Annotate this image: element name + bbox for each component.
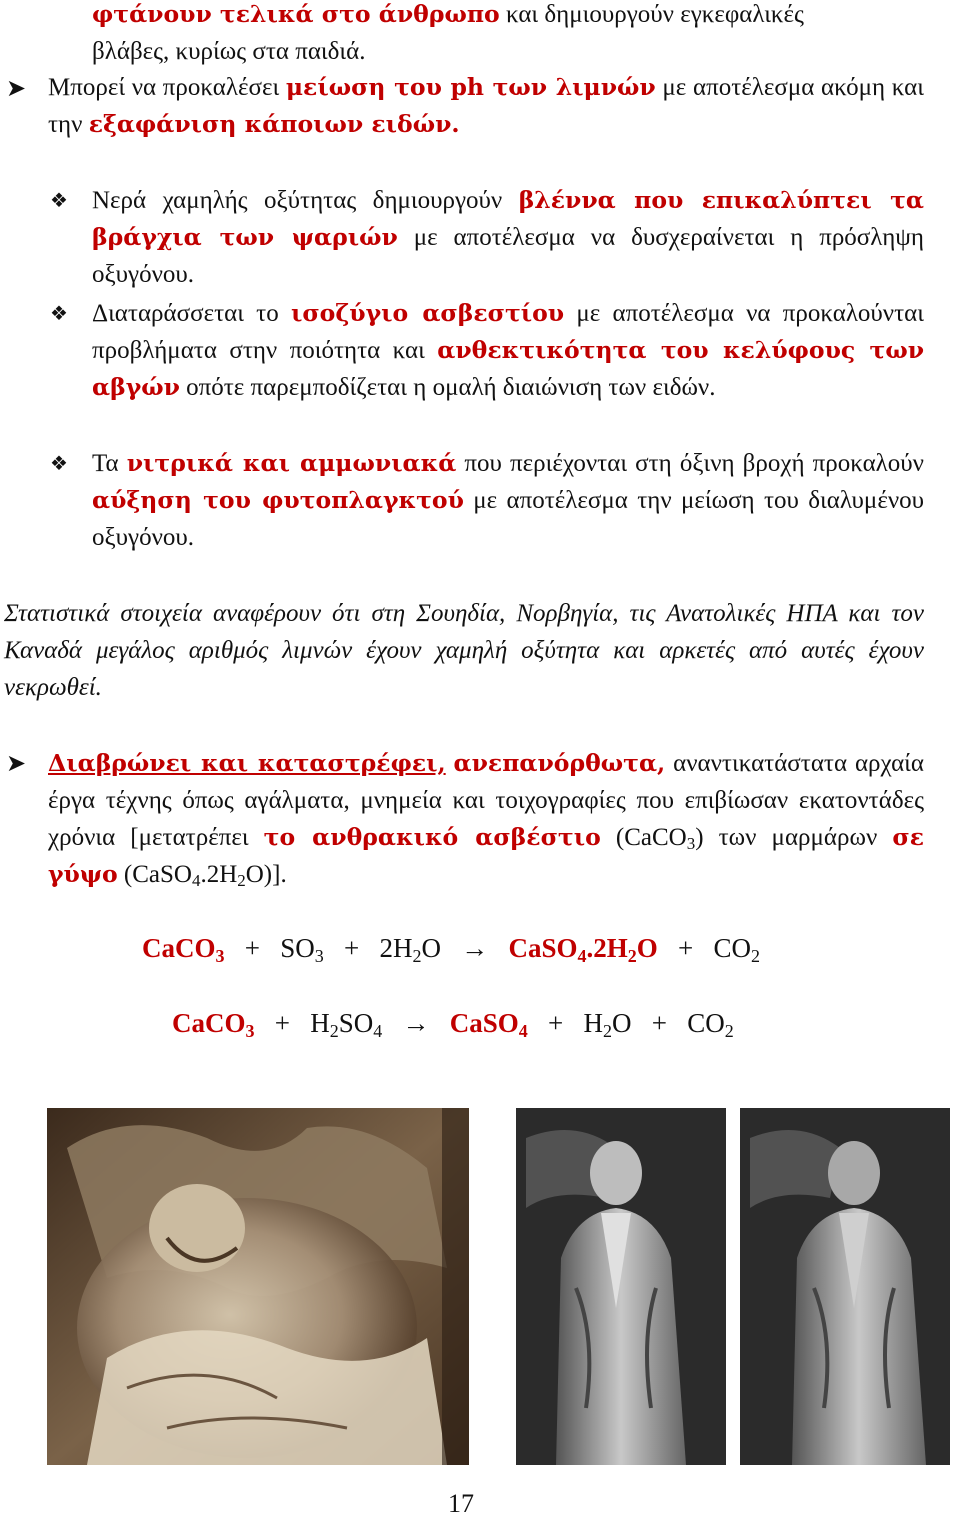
- body-text: Μπορεί να προκαλέσει: [48, 74, 286, 101]
- statistics-paragraph: Στατιστικά στοιχεία αναφέρουν ότι στη Σουηδία, Νορβηγία, τις Ανατολικές ΗΠΑ και τον Καναδά μεγάλος αριθμός λιμνών έχουν χαμηλή οξύτητα και αρκετές από αυτές έχουν νεκρωθεί.: [4, 600, 924, 701]
- subscript: 2: [237, 871, 246, 890]
- body-text: με αποτέλεσμα την μείωση του διαλυμένου οξυγόνου.: [92, 487, 924, 551]
- plus-sign: +: [244, 933, 260, 963]
- emphasis-text: εξαφάνιση κάποιων ειδών.: [88, 110, 460, 138]
- subscript: 4: [191, 871, 201, 890]
- plus-sign: +: [651, 1008, 667, 1038]
- emphasis-text: το ανθρακικό ασβέστιο: [263, 823, 601, 851]
- formula-product: $CaSO_4.2H_2O$: [508, 933, 658, 966]
- body-text: αναντικατάστατα αρχαία έργα τέχνης όπως αγάλματα, μνημεία και τοιχογραφίες που επιβίωσαν εκατοντάδες χρόνια [μετατρέπει: [48, 750, 924, 851]
- diamond-bullet-2-text: [92, 295, 924, 406]
- ph-bullet-text: [48, 69, 924, 143]
- plus-sign: +: [274, 1008, 290, 1038]
- body-text: O)].: [245, 861, 287, 888]
- page-number: 17: [448, 1489, 474, 1518]
- emphasis-text: ισοζύγιο ασβεστίου: [290, 299, 565, 327]
- formula-product: $CO_2$: [713, 933, 761, 966]
- four-diamond-bullet-icon: ❖: [50, 301, 68, 325]
- plus-sign: +: [548, 1008, 564, 1038]
- emphasis-text: βλέννα που επικαλύπτει τα βράγχια των ψαριών: [92, 186, 924, 251]
- plus-sign: +: [678, 933, 694, 963]
- emphasis-text: ανθεκτικότητα του κελύφους των αβγών: [92, 336, 925, 401]
- body-text: με αποτέλεσμα να προκαλούνται προβλήματα στην ποιότητα και: [92, 300, 924, 364]
- formula-product: $H_2O$: [583, 1008, 632, 1041]
- chemical-equation-2: [172, 1005, 734, 1042]
- emphasis-text: Διαβρώνει και καταστρέφει,: [48, 749, 446, 777]
- body-text: βλάβες, κυρίως στα παιδιά.: [92, 38, 366, 65]
- emphasis-text: αύξηση του φυτοπλαγκτού: [92, 486, 464, 514]
- reaction-arrow-icon: →: [461, 933, 489, 963]
- statue-comparison-photo: [516, 1108, 950, 1465]
- body-text: .2H: [200, 861, 238, 888]
- arrowhead-bullet-icon: ➤: [6, 74, 27, 102]
- formula-reactant: $H_2SO_4$: [310, 1008, 383, 1041]
- emphasis-text: φτάνουν τελικά στο άνθρωπο: [92, 0, 500, 28]
- four-diamond-bullet-icon: ❖: [50, 451, 68, 475]
- emphasis-text: νιτρικά και αμμωνιακά: [126, 449, 457, 477]
- formula-reactant: CaCO$_3$: [172, 1008, 255, 1041]
- four-diamond-bullet-icon: ❖: [50, 188, 68, 212]
- body-text: που περιέχονται στη όξινη βροχή προκαλούν: [456, 450, 924, 477]
- body-text: με αποτέλεσμα να δυσχεραίνεται η πρόσληψη οξυγόνου.: [92, 224, 924, 288]
- formula-reactant: CaCO$_3$: [142, 933, 225, 966]
- top-paragraph: [92, 0, 924, 70]
- diamond-bullet-3-text: [92, 445, 924, 556]
- body-text: (CaSO: [117, 861, 192, 888]
- formula-reactant: $2H_2O$: [379, 933, 441, 966]
- body-text: Διαταράσσεται το: [92, 300, 291, 327]
- formula-reactant: $SO_3$: [280, 933, 324, 966]
- emphasis-text: μείωση του ph των λιμνών: [285, 73, 656, 101]
- emphasis-text: σε γύψο: [48, 823, 924, 888]
- body-text: ) των μαρμάρων: [695, 824, 893, 851]
- arrowhead-bullet-icon: ➤: [6, 749, 27, 777]
- body-text: και δημιουργούν εγκεφαλικές: [499, 1, 804, 28]
- reaction-arrow-icon: →: [402, 1008, 430, 1038]
- plus-sign: +: [344, 933, 360, 963]
- chemical-equation-1: [142, 930, 760, 967]
- subscript: 3: [686, 834, 696, 853]
- body-text: οπότε παρεμποδίζεται η ομαλή διαιώνιση των ειδών.: [179, 374, 716, 401]
- body-text: Νερά χαμηλής οξύτητας δημιουργούν: [92, 187, 519, 214]
- corrosion-bullet-text: [48, 745, 924, 893]
- body-text: με αποτέλεσμα ακόμη και την: [48, 74, 924, 138]
- body-text: Τα: [92, 450, 127, 477]
- eroded-angel-statue-photo: [47, 1108, 469, 1465]
- emphasis-text: ανεπανόρθωτα,: [453, 749, 666, 777]
- formula-product: $CO_2$: [687, 1008, 734, 1041]
- formula-product: CaSO$_4$: [449, 1008, 528, 1041]
- body-text: (CaCO: [600, 824, 687, 851]
- diamond-bullet-1-text: [92, 182, 924, 293]
